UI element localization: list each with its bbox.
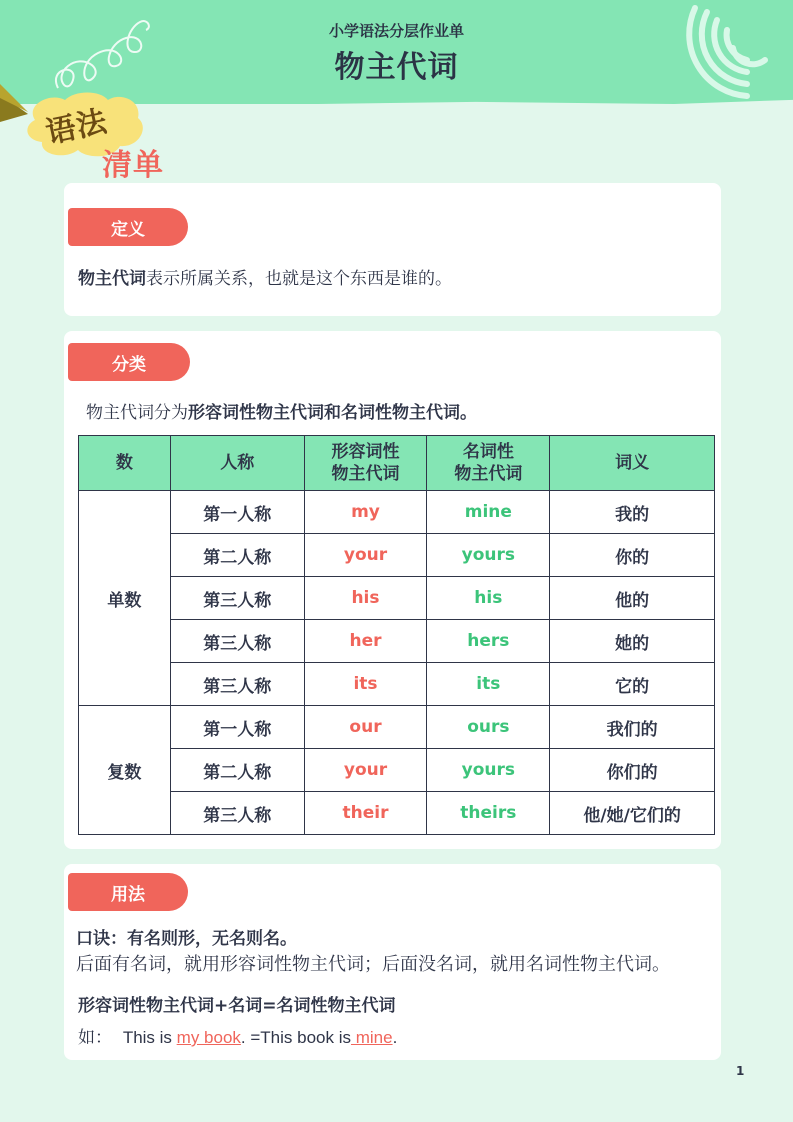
adjectival-cell: its: [304, 663, 427, 706]
nominal-cell: mine: [427, 491, 550, 534]
worksheet-subtitle: 小学语法分层作业单: [328, 22, 464, 40]
person-cell: 第三人称: [170, 577, 304, 620]
badge-label-list: 清单: [102, 148, 164, 183]
person-cell: 第一人称: [170, 491, 304, 534]
page-number: 1: [736, 1064, 745, 1078]
header-meaning: 词义: [550, 436, 715, 491]
classification-pill: 分类: [68, 343, 190, 381]
table-row: [79, 792, 715, 835]
definition-body: 表示所属关系，也就是这个东西是谁的。: [146, 269, 452, 289]
person-cell: 第一人称: [170, 706, 304, 749]
usage-example: [78, 1023, 397, 1048]
header-adjectival: 形容词性 物主代词: [304, 436, 427, 491]
number-cell-singular: 单数: [79, 491, 171, 706]
nominal-cell: hers: [427, 620, 550, 663]
adjectival-cell: their: [304, 792, 427, 835]
nominal-cell: yours: [427, 749, 550, 792]
classification-intro-bold: 形容词性物主代词和名词性物主代词。: [188, 403, 477, 423]
nominal-cell: ours: [427, 706, 550, 749]
badge-label-grammar: 语法: [42, 103, 111, 151]
nominal-cell: theirs: [427, 792, 550, 835]
table-header-row: [79, 436, 715, 491]
person-cell: 第二人称: [170, 749, 304, 792]
example-underlined-nominal: mine: [350, 1028, 393, 1047]
definition-pill: 定义: [68, 208, 188, 246]
meaning-cell: 他的: [550, 577, 715, 620]
table-row: [79, 706, 715, 749]
definition-term: 物主代词: [78, 269, 146, 289]
usage-rhyme: 口诀：有名则形，无名则名。: [76, 929, 297, 949]
nominal-cell: his: [427, 577, 550, 620]
table-row: [79, 534, 715, 577]
meaning-cell: 她的: [550, 620, 715, 663]
header-person: 人称: [170, 436, 304, 491]
example-prefix: 如：: [78, 1028, 112, 1048]
meaning-cell: 我的: [550, 491, 715, 534]
meaning-cell: 你们的: [550, 749, 715, 792]
meaning-cell: 你的: [550, 534, 715, 577]
usage-pill: 用法: [68, 873, 188, 911]
usage-formula: 形容词性物主代词+名词=名词性物主代词: [78, 996, 396, 1016]
definition-card: [64, 183, 721, 316]
table-row: [79, 749, 715, 792]
example-underlined-adjectival: my book: [176, 1028, 241, 1047]
page-title: 物主代词: [334, 50, 459, 85]
meaning-cell: 我们的: [550, 706, 715, 749]
definition-text: [78, 264, 452, 289]
example-part-a: This is: [122, 1028, 177, 1047]
table-row: [79, 663, 715, 706]
nominal-cell: yours: [427, 534, 550, 577]
example-part-b: . =This book is: [240, 1028, 351, 1047]
classification-intro-plain: 物主代词分为: [86, 403, 188, 423]
adjectival-cell: our: [304, 706, 427, 749]
person-cell: 第三人称: [170, 792, 304, 835]
adjectival-cell: his: [304, 577, 427, 620]
nominal-cell: its: [427, 663, 550, 706]
meaning-cell: 它的: [550, 663, 715, 706]
example-part-c: .: [392, 1028, 398, 1047]
adjectival-cell: my: [304, 491, 427, 534]
number-cell-plural: 复数: [79, 706, 171, 835]
adjectival-cell: your: [304, 534, 427, 577]
classification-intro: [86, 398, 477, 423]
usage-explanation: 后面有名词，就用形容词性物主代词；后面没名词，就用名词性物主代词。: [76, 954, 670, 975]
table-row: [79, 491, 715, 534]
adjectival-cell: your: [304, 749, 427, 792]
person-cell: 第三人称: [170, 620, 304, 663]
header-number: 数: [79, 436, 171, 491]
meaning-cell: 他/她/它们的: [550, 792, 715, 835]
person-cell: 第三人称: [170, 663, 304, 706]
table-row: [79, 577, 715, 620]
table-row: [79, 620, 715, 663]
person-cell: 第二人称: [170, 534, 304, 577]
possessive-pronoun-table: [78, 435, 715, 835]
header-nominal: 名词性 物主代词: [427, 436, 550, 491]
adjectival-cell: her: [304, 620, 427, 663]
